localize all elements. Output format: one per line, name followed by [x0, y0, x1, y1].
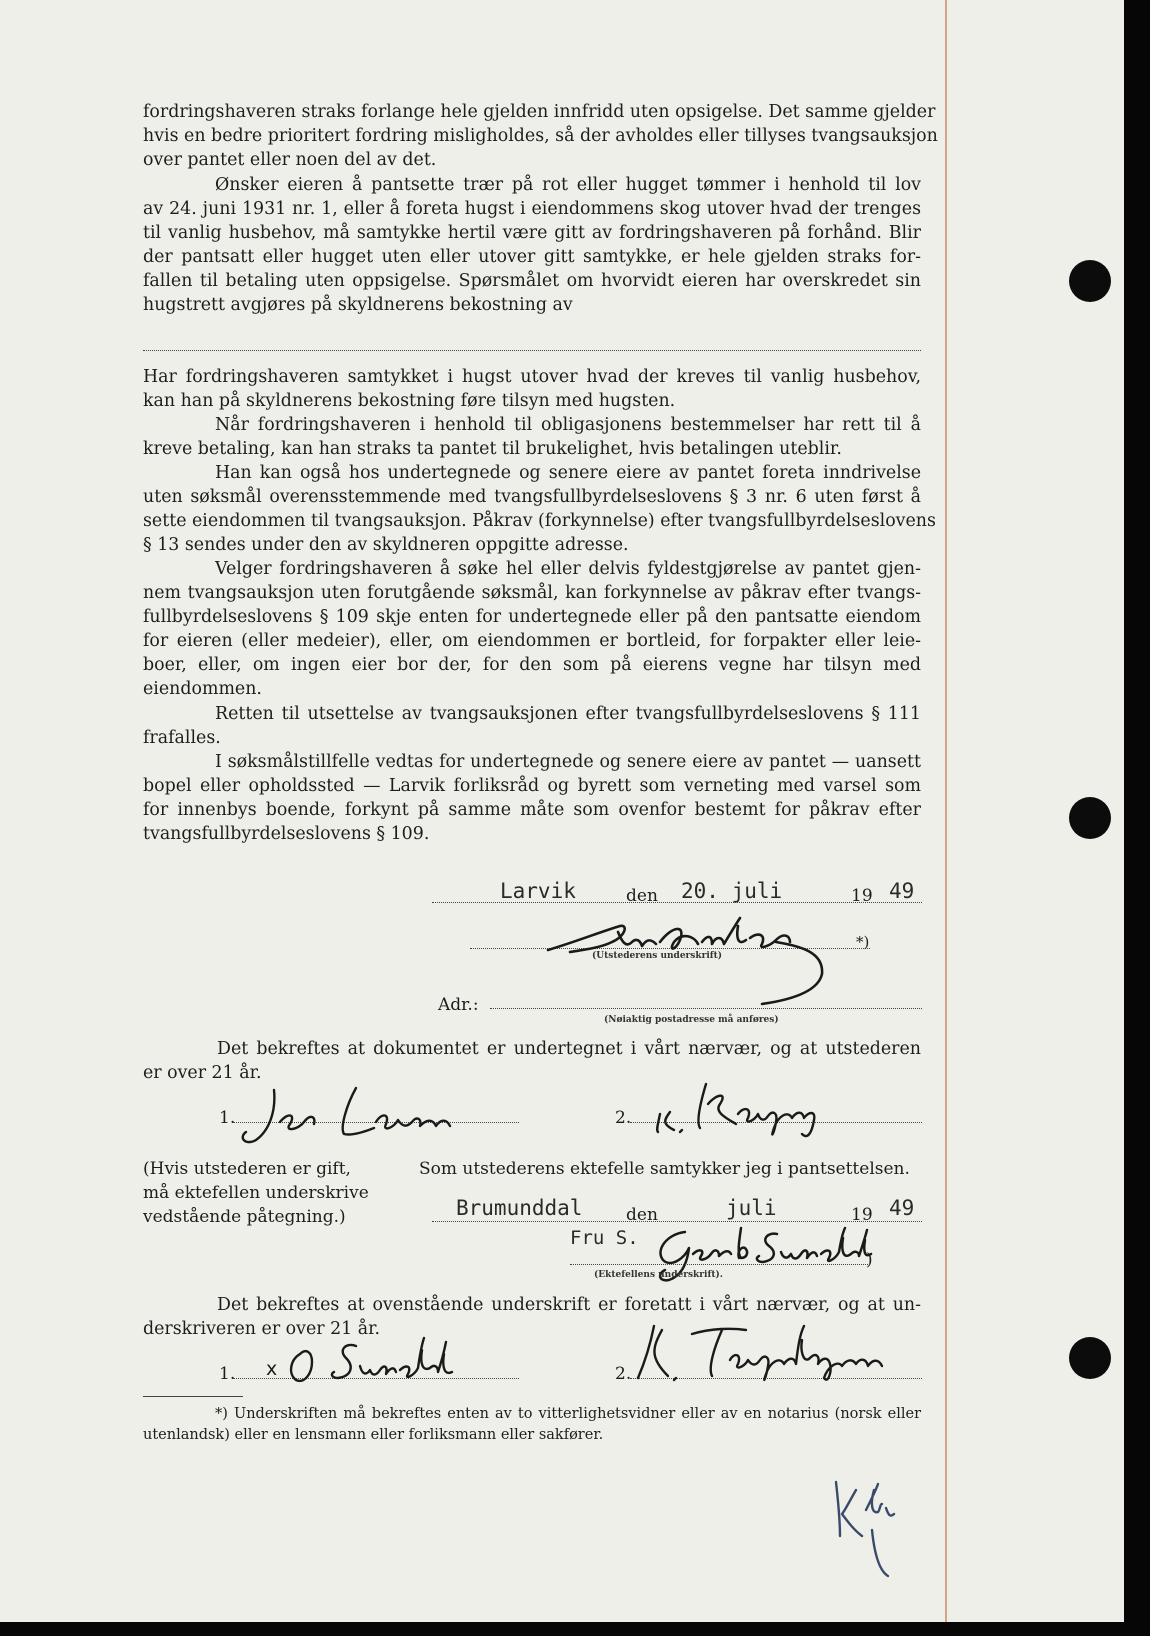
witness1-statement: er over 21 år.	[143, 1063, 262, 1083]
issuer-year-prefix: 19	[851, 886, 873, 906]
spouse-year-prefix: 19	[851, 1205, 873, 1225]
scan-edge-right	[1124, 0, 1150, 1636]
body-line: I søksmålstillfelle vedtas for undertegnede og senere eiere av pantet — uansett	[215, 752, 921, 772]
witness2-signature-1	[282, 1332, 472, 1392]
spouse-den-label: den	[626, 1205, 658, 1225]
body-line: Retten til utsettelse av tvangsauksjonen efter tvangsfullbyrdelseslovens § 111	[215, 704, 921, 724]
body-line: der pantsatt eller hugget uten eller utover gitt samtykke, er hele gjelden straks for-	[143, 247, 921, 267]
body-line: bopel eller opholdssted — Larvik forliksråd og byrett som verneting med varsel som	[143, 776, 921, 796]
margin-rule	[945, 0, 947, 1636]
spouse-consent-text: Som utstederens ektefelle samtykker jeg i pantsettelsen.	[419, 1159, 910, 1179]
body-line: fullbyrdelseslovens § 109 skje enten for undertegnede eller på den pantsatte eiendom	[143, 607, 921, 627]
spouse-date: juli	[726, 1196, 777, 1220]
spouse-signature-caption: (Ektefellens underskrift).	[594, 1270, 723, 1280]
witness1-num2: 2.	[615, 1108, 632, 1128]
signature-footnote-mark: *)	[856, 933, 870, 951]
witness2-mark: x	[266, 1358, 278, 1380]
witness1-signature-1	[236, 1082, 466, 1152]
witness2-num2: 2.	[615, 1364, 632, 1384]
scan-edge-bottom	[0, 1622, 1150, 1636]
body-line: nem tvangsauksjon uten forutgående søksmål, kan forkynnelse av påkrav efter tvangs-	[143, 583, 921, 603]
body-line: Han kan også hos undertegnede og senere eiere av pantet foreta inndrivelse	[215, 463, 921, 483]
body-line: sette eiendommen til tvangsauksjon. Påkrav (forkynnelse) efter tvangsfullbyrdelseslovens	[143, 511, 936, 531]
spouse-typed-prefix: Fru S.	[570, 1227, 639, 1249]
body-line: til vanlig husbehov, må samtykke hertil være gitt av fordringshaveren på forhånd. Blir	[143, 223, 921, 243]
body-line: over pantet eller noen del av det.	[143, 150, 437, 170]
spouse-note-line: (Hvis utstederen er gift,	[143, 1159, 351, 1179]
body-line: § 13 sendes under den av skyldneren oppgitte adresse.	[143, 535, 629, 555]
body-line: kreve betaling, kan han straks ta pantet til brukelighet, hvis betalingen uteblir.	[143, 439, 842, 459]
spouse-signature-line	[570, 1264, 870, 1265]
body-line: Ønsker eieren å pantsette trær på rot eller hugget tømmer i henhold til lov	[215, 175, 921, 195]
spouse-date-line	[432, 1221, 922, 1222]
witness2-statement: derskriveren er over 21 år.	[143, 1319, 381, 1339]
spouse-note-line: må ektefellen underskrive	[143, 1183, 369, 1203]
margin-initials	[826, 1470, 906, 1580]
body-line: eiendommen.	[143, 679, 262, 699]
punch-hole-top	[1069, 260, 1111, 302]
hugst-blank-line	[143, 350, 921, 351]
footnote-line: utenlandsk) eller en lensmann eller forliksmann eller sakfører.	[143, 1427, 604, 1443]
footnote-line: *) Underskriften må bekreftes enten av to vitterlighetsvidner eller av en notarius (norsk eller	[215, 1406, 921, 1422]
witness1-signature-2	[640, 1074, 870, 1144]
body-line: hvis en bedre prioritert fordring misligholdes, så der avholdes eller tillyses tvangsauksjon	[143, 126, 938, 146]
witness1-num1: 1.	[219, 1108, 236, 1128]
body-line: uten søksmål overensstemmende med tvangsfullbyrdelseslovens § 3 nr. 6 uten først å	[143, 487, 921, 507]
spouse-year-suffix: 49	[889, 1196, 915, 1220]
issuer-den-label: den	[626, 886, 658, 906]
issuer-signature	[540, 912, 840, 1012]
body-line: kan han på skyldnerens bekostning føre tilsyn med hugsten.	[143, 391, 676, 411]
address-line	[490, 1008, 922, 1009]
body-line: Når fordringshaveren i henhold til obligasjonens bestemmelser har rett til å	[215, 415, 921, 435]
body-line: for innenbys boende, forkynt på samme måte som ovenfor bestemt for påkrav efter	[143, 800, 921, 820]
spouse-signature-close: )	[866, 1250, 873, 1270]
witness2-num1: 1.	[219, 1364, 236, 1384]
body-line: tvangsfullbyrdelseslovens § 109.	[143, 824, 430, 844]
body-line: hugstrett avgjøres på skyldnerens bekostning av	[143, 295, 573, 315]
body-line: Har fordringshaveren samtykket i hugst utover hvad der kreves til vanlig husbehov,	[143, 367, 921, 387]
footnote-rule	[143, 1396, 243, 1397]
address-caption: (Nøiaktig postadresse må anføres)	[604, 1015, 779, 1025]
body-line: av 24. juni 1931 nr. 1, eller å foreta hugst i eiendommens skog utover hvad der trenges	[143, 199, 921, 219]
address-label: Adr.:	[438, 995, 479, 1015]
body-line: fallen til betaling uten oppsigelse. Spørsmålet om hvorvidt eieren har overskredet sin	[143, 271, 921, 291]
witness2-statement: Det bekreftes at ovenstående underskrift er foretatt i vårt nærvær, og at un-	[217, 1295, 921, 1315]
body-line: for eieren (eller medeier), eller, om eiendommen er bortleid, for forpakter eller leie-	[143, 631, 921, 651]
spouse-place: Brumunddal	[456, 1196, 583, 1220]
punch-hole-bottom	[1069, 1337, 1111, 1379]
body-line: frafalles.	[143, 728, 221, 748]
body-line: Velger fordringshaveren å søke hel eller delvis fyldestgjørelse av pantet gjen-	[215, 559, 921, 579]
issuer-date: 20. juli	[681, 879, 783, 903]
witness2-signature-2	[632, 1318, 912, 1388]
body-line: fordringshaveren straks forlange hele gjelden innfridd uten opsigelse. Det samme gjelder	[143, 102, 936, 122]
issuer-year-suffix: 49	[889, 879, 915, 903]
issuer-place: Larvik	[500, 879, 576, 903]
witness1-statement: Det bekreftes at dokumentet er undertegnet i vårt nærvær, og at utstederen	[217, 1039, 921, 1059]
punch-hole-middle	[1069, 797, 1111, 839]
issuer-signature-caption: (Utstederens underskrift)	[592, 951, 723, 961]
spouse-note-line: vedstående påtegning.)	[143, 1207, 346, 1227]
body-line: boer, eller, om ingen eier bor der, for den som på eierens vegne har tilsyn med	[143, 655, 921, 675]
